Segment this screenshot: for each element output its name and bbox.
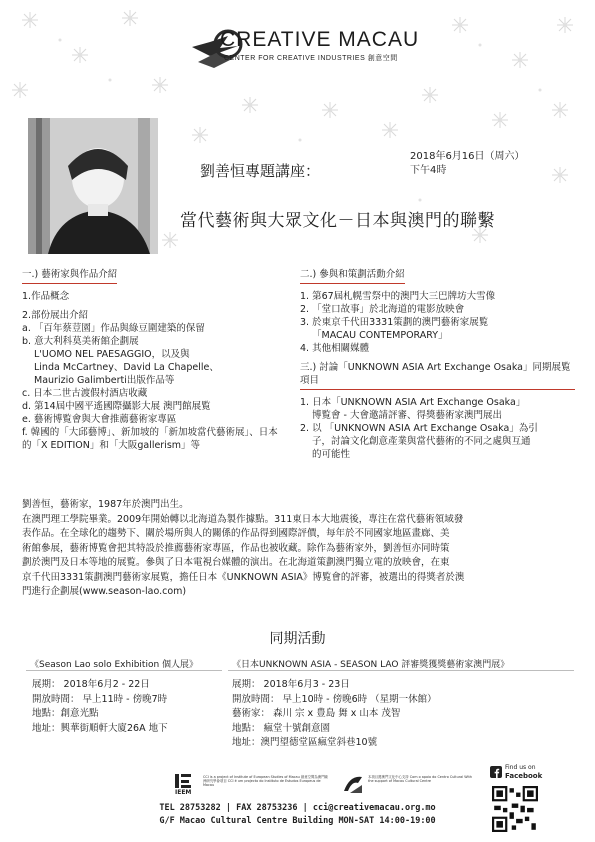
left-line: Maurizio Galimberti出版作品等 [34,375,175,386]
right-section [300,268,575,461]
bio-line: 劉善恒，藝術家，1987年於澳門出生。 [22,499,189,510]
facebook-label: Facebook [505,772,543,780]
bio-line: 表作品。在全球化的趨勢下、關於場所與人的關係的作品得到國際評價，每年於不同國家地區畫廊、美 [22,528,450,539]
event-time: 下午4時 [410,165,447,176]
left-line: f. 韓國的「大邱藝博」、新加坡的「新加坡當代藝術展」、日本的「X EDITION」和「大阪gallerism」等 [22,427,278,451]
fund-description: 本項目獲澳門文化中心支持 Com o apoio do Centro Cultural With the support of Macau Cultural Centre [368,775,472,784]
event-date: 2018年6月16日（周六） [410,151,525,162]
ieem-label: IEEM [175,789,192,796]
right-section-heading-2: 三.) 討論「UNKNOWN ASIA Art Exchange Osaka」同期展覧項目 [300,361,575,390]
left-line: e. 藝術博覧會與大會推薦藝術家專區 [22,414,177,425]
left-line: d. 第14屆中國平遙國際攝影大展 澳門館展覧 [22,401,211,412]
right-line-2: 1. 日本「UNKNOWN ASIA Art Exchange Osaka」 [300,397,526,408]
right-line-2: 子，討論文化創意產業與當代藝術的不同之處與互通 [312,436,531,447]
left-line: b. 意大利科莫美術館企劃展 [22,336,139,347]
exhibition-right-line: 地點： 瘋堂十號創意園 [232,722,331,734]
find-us-label: Find us on [505,764,536,771]
facebook-icon [490,766,502,778]
exhibition-left-line: 展期： 2018年6月2 - 22日 [32,679,150,690]
left-line: a. 「百年蔡荳園」作品與綠豆圍建築的保留 [22,323,205,334]
exhibition-left-line: 地址：興華街順軒大廈26A 地下 [32,722,168,734]
ieem-description: CCI is a project of Institute of European Studies of Macau 創意空間為澳門歐洲研究學會項目 CCI é um projecto do Instituto de Estudos Europeus de Macau [203,775,328,788]
left-section [22,268,287,452]
exhibition-right-line: 開放時間： 早上10時 - 傍晚6時 （星期一休館） [232,693,437,705]
exhibition-left-heading: 《Season Lao solo Exhibition 個人展》 [30,660,199,670]
exhibition-right-line: 地址：澳門望德堂區瘋堂斜巷10號 [232,737,378,748]
contact-line-1: TEL 28753282 | FAX 28753236 | cci@creativemacau.org.mo [159,803,436,813]
left-line: Linda McCartney、David La Chapelle、 [34,362,219,373]
left-line: 2.部份展出介紹 [22,310,89,321]
bio-line: 門進行企劃展(www.season-lao.com) [22,586,187,597]
exhibition-right-heading: 《日本UNKNOWN ASIA - SEASON LAO 評審獎獲獎藝術家澳門展》 [232,660,510,670]
logo-brand-text: CREATIVE MACAU [220,28,420,51]
concurrent-events-title: 同期活動 [269,631,326,647]
left-section-heading: 一.) 藝術家與作品介紹 [22,268,117,284]
bio-line: 術館參展，藝術博覧會把其特設於推薦藝術家專區，作品也被收藏。除作為藝術家外，劉善恒亦同時策 [22,542,450,554]
facebook-block[interactable] [490,764,542,780]
bio-line: 劃於澳門及日本等地的展覧。參與了日本電視台媒體的演出。在北海道策劃澳門獨立電的放映會，在東 [22,557,450,568]
exhibition-left-line: 開放時間： 早上11時 - 傍晚7時 [32,693,168,705]
cultural-centre-logo-icon [340,773,366,795]
exhibition-right-line: 藝術家： 森川 宗 x 豊島 舞 x 山本 茂智 [232,708,401,719]
bio-line: 在澳門理工學院畢業。2009年開始轉以北海道為製作據點。311東日本大地震後，專注在當代藝術領域發 [22,513,464,525]
contact-line-2: G/F Macao Cultural Centre Building MON-SAT 14:00-19:00 [159,816,436,826]
artist-photo [28,118,158,254]
left-line: 1.作品概念 [22,291,70,302]
left-line: c. 日本二世古渡假村酒店收藏 [22,388,148,399]
right-line: 2. 「堂口故事」於北海道的電影放映會 [300,304,465,315]
divider [228,670,574,671]
right-section-heading: 二.) 參與和策劃活動介紹 [300,268,405,284]
lecture-title: 劉善恒專題講座： [200,162,321,180]
right-line-2: 的可能性 [312,449,351,460]
left-line: L'UOMO NEL PAESAGGIO，以及與 [34,349,190,360]
divider [26,670,222,671]
artist-bio [22,498,574,600]
right-line-2: 博覧會 - 大會邀請評審、得獎藝術家澳門展出 [312,410,502,421]
exhibition-right-line: 展期： 2018年6月3 - 23日 [232,679,350,690]
right-line: 1. 第67屆札幌雪祭中的澳門大三巴牌坊大雪像 [300,291,496,302]
exhibition-right-details [232,678,572,751]
right-line: 3. 於東京千代田3331策劃的澳門藝術家展覧 [300,317,489,328]
event-date-block [410,150,525,178]
logo-subtitle: CENTER FOR CREATIVE INDUSTRIES 創意空間 [224,55,398,62]
right-line: 「MACAU CONTEMPORARY」 [312,330,448,341]
bio-line: 京千代田3331策劃澳門藝術家展覧，擔任日本《UNKNOWN ASIA》博覧會的評審，被選出的得獎者於澳 [22,571,465,583]
right-line: 4. 其他相關媒體 [300,343,370,354]
right-line-2: 2. 以 「UNKNOWN ASIA Art Exchange Osaka」為引 [300,423,538,434]
creative-macau-logo [190,22,420,72]
main-title: 當代藝術與大眾文化－日本與澳門的聯繫 [180,211,495,231]
exhibition-left-line: 地點：創意光點 [32,708,99,719]
ieem-logo [173,772,201,798]
exhibition-left-details [32,678,222,736]
